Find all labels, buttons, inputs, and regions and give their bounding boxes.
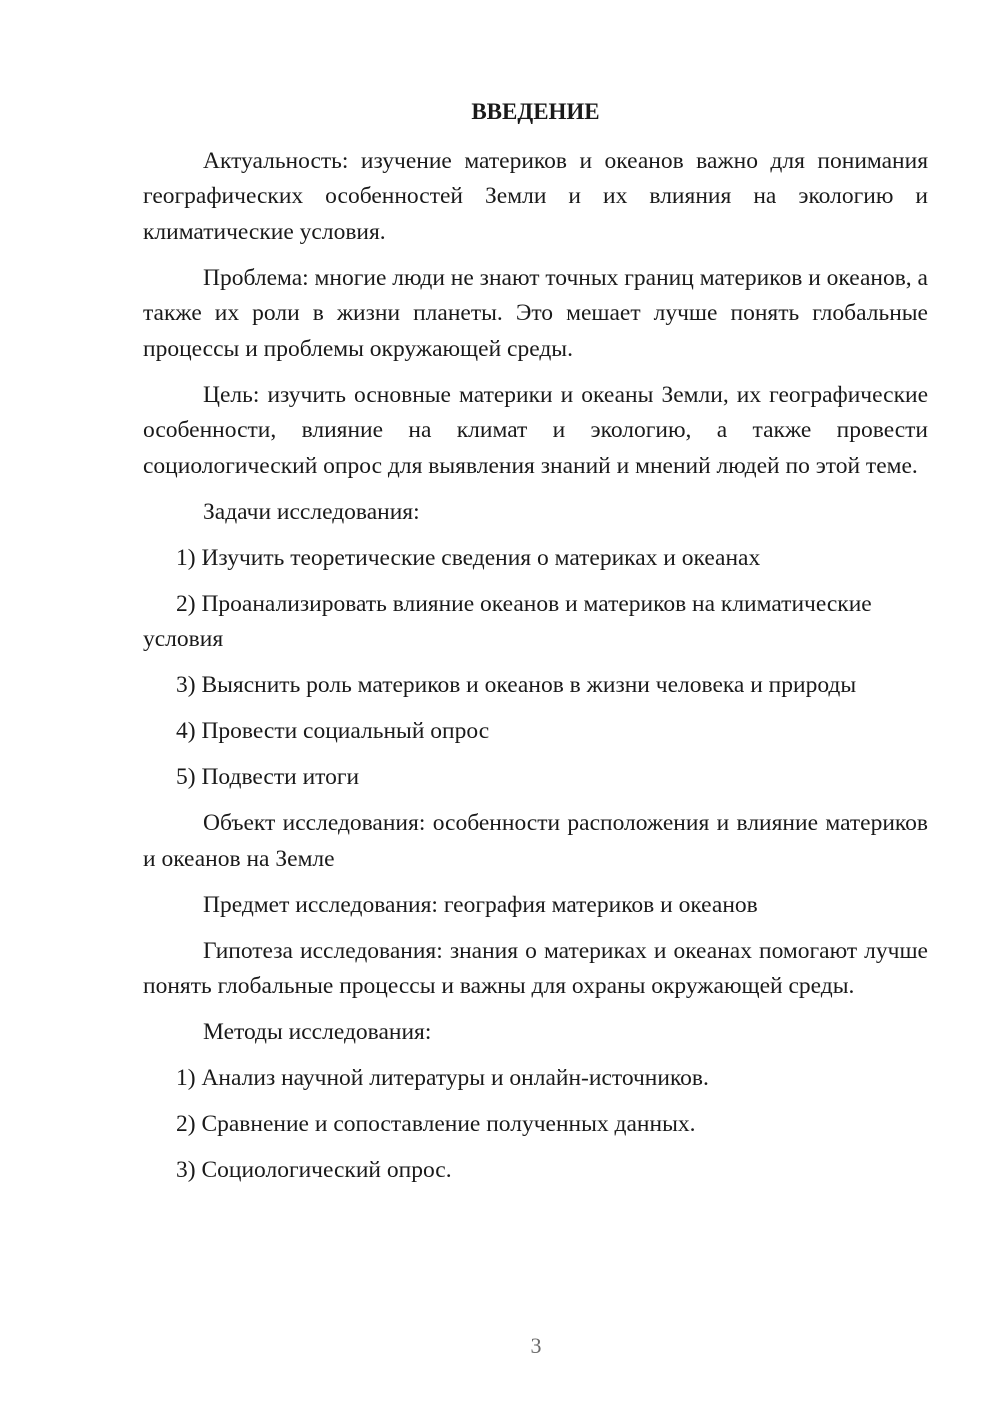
method-item-2: 2) Сравнение и сопоставление полученных данных. [176,1111,696,1137]
paragraph-goal: Цель: изучить основные материки и океаны Земли, их географические особенности, влияние на климат и экологию, а также провести социологический опрос для выявления знаний и мнений людей по этой теме. [143,381,928,479]
methods-heading: Методы исследования: [203,1019,432,1045]
method-item-1: 1) Анализ научной литературы и онлайн-источников. [176,1065,709,1091]
paragraph-subject: Предмет исследования: география материков и океанов [203,891,758,918]
task-item-2: 2) Проанализировать влияние океанов и материков на климатические условия [143,590,872,652]
page-number: 3 [530,1333,542,1358]
paragraph-object: Объект исследования: особенности расположения и влияние материков и океанов на Земле [143,810,928,872]
method-item-3: 3) Социологический опрос. [176,1157,452,1183]
paragraph-problem: Проблема: многие люди не знают точных границ материков и океанов, а также их роли в жизни планеты. Это мешает лучше понять глобальные процессы и проблемы окружающей среды. [143,264,928,362]
paragraph-hypothesis: Гипотеза исследования: знания о материках и океанах помогают лучше понять глобальные процессы и важны для охраны окружающей среды. [143,937,928,999]
task-item-4: 4) Провести социальный опрос [176,718,490,744]
page-body [143,94,928,1199]
task-item-5: 5) Подвести итоги [176,764,360,790]
paragraph-relevance: Актуальность: изучение материков и океанов важно для понимания географических особенностей Земли и их влияния на экологию и климатические условия. [143,147,928,245]
task-item-1: 1) Изучить теоретические сведения о материках и океанах [176,544,761,571]
task-item-3: 3) Выяснить роль материков и океанов в жизни человека и природы [176,672,857,698]
tasks-heading: Задачи исследования: [203,498,420,525]
page-title: ВВЕДЕНИЕ [471,99,600,124]
